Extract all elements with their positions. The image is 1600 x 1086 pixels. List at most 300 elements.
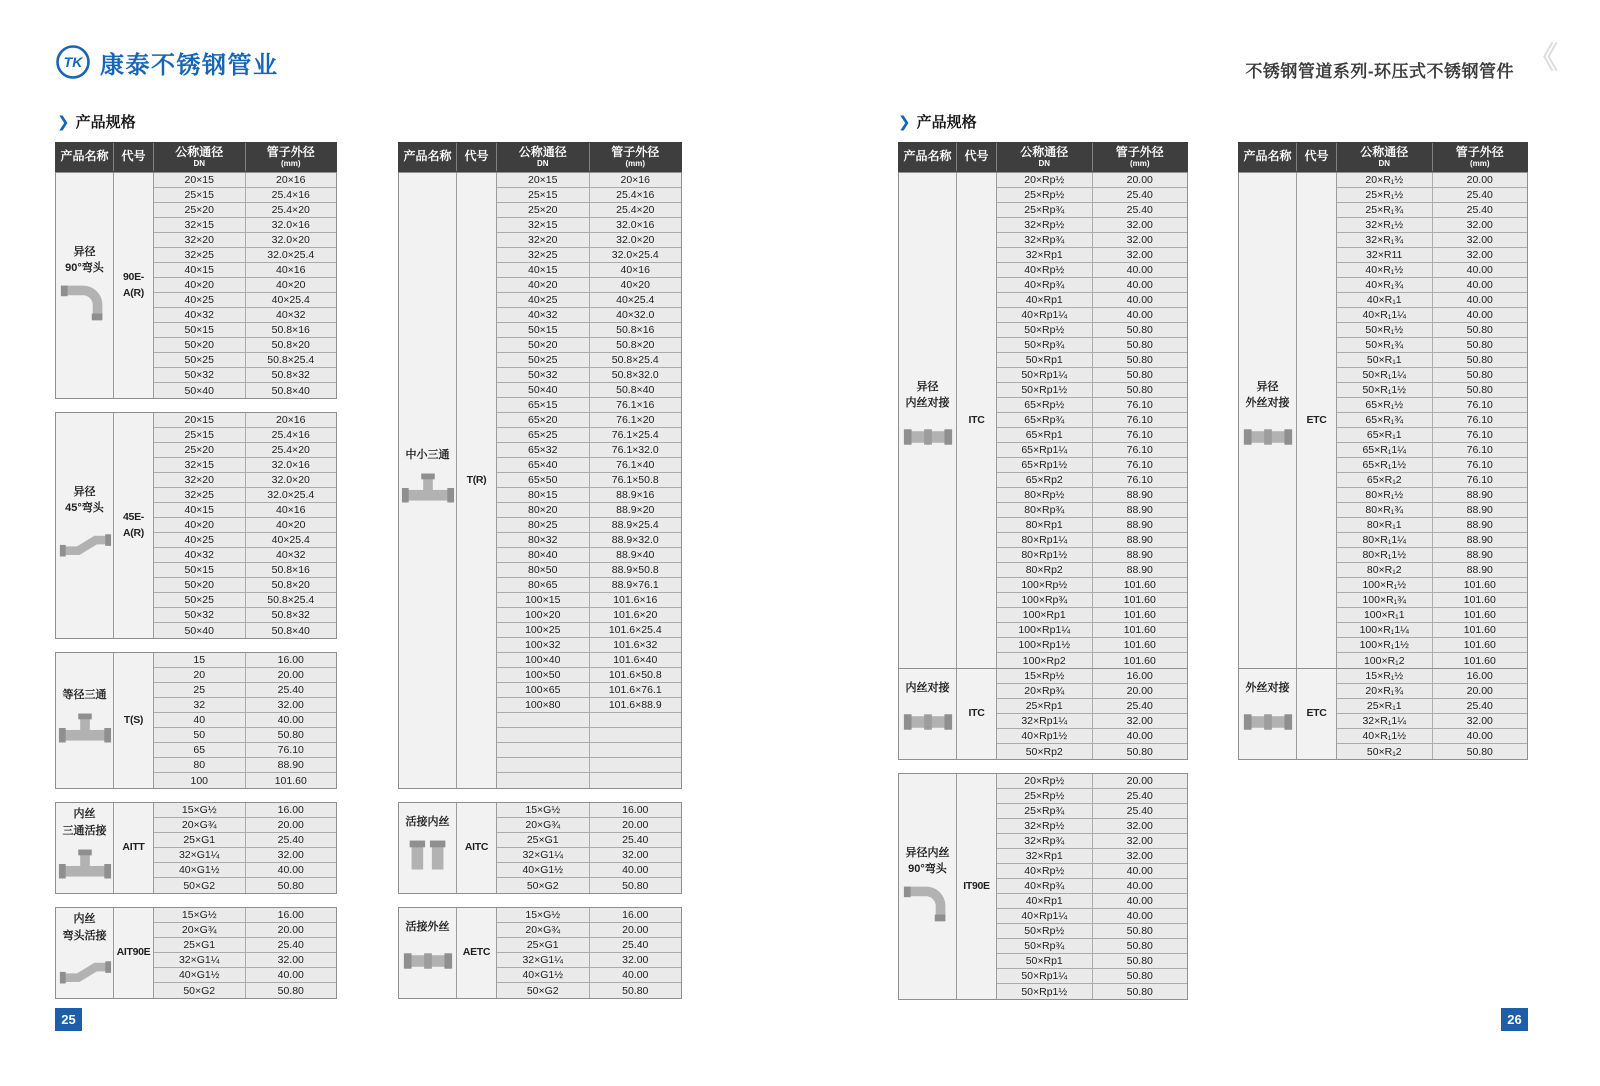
product-code: ETC xyxy=(1306,707,1327,720)
product-code: AITC xyxy=(464,841,489,854)
dn-cell: 50×40 xyxy=(154,623,245,638)
od-cell: 50.80 xyxy=(1432,368,1528,382)
svg-text:TK: TK xyxy=(63,54,83,70)
product-code-cell xyxy=(457,173,497,788)
dn-cell: 50×G2 xyxy=(497,878,589,893)
od-cell: 101.6×40 xyxy=(589,653,682,667)
table-row xyxy=(154,368,336,383)
product-photo-coupling xyxy=(1240,416,1296,463)
product-name: 异径内丝 xyxy=(905,846,950,859)
spec-table xyxy=(55,172,337,399)
dn-cell: 25×Rp1 xyxy=(997,699,1092,713)
table-row xyxy=(497,173,681,188)
table-row xyxy=(154,188,336,203)
table-row xyxy=(997,954,1187,969)
dn-cell: 50×R₁¾ xyxy=(1337,338,1432,352)
od-cell: 50.80 xyxy=(1092,368,1188,382)
table-row xyxy=(154,773,336,788)
dn-cell: 80×Rp¾ xyxy=(997,503,1092,517)
table-row xyxy=(497,353,681,368)
dn-cell: 25 xyxy=(154,683,245,697)
od-cell: 40.00 xyxy=(1432,308,1528,322)
table-row xyxy=(1337,533,1527,548)
od-cell: 40.00 xyxy=(245,968,337,982)
dn-cell: 80×25 xyxy=(497,518,589,532)
dn-cell: 50×20 xyxy=(154,338,245,352)
table-row xyxy=(997,173,1187,188)
od-cell: 32.00 xyxy=(1092,834,1188,848)
table-row xyxy=(997,338,1187,353)
od-cell: 88.9×20 xyxy=(589,503,682,517)
table-row xyxy=(1337,518,1527,533)
dn-cell: 25×Rp½ xyxy=(997,188,1092,202)
od-cell: 50.80 xyxy=(245,983,337,998)
dn-cell: 65×Rp1½ xyxy=(997,458,1092,472)
dn-cell: 32×25 xyxy=(154,488,245,502)
od-cell: 32.0×16 xyxy=(245,458,337,472)
product-name: 异径 xyxy=(1256,380,1279,393)
od-cell: 88.90 xyxy=(1092,533,1188,547)
table-row xyxy=(1337,338,1527,353)
dn-cell: 32×G1¼ xyxy=(497,953,589,967)
od-cell: 20×16 xyxy=(245,413,337,427)
od-cell: 32.0×25.4 xyxy=(589,248,682,262)
table-row xyxy=(1337,593,1527,608)
od-cell: 40.00 xyxy=(1092,729,1188,743)
dn-cell: 32×R₁¾ xyxy=(1337,233,1432,247)
table-row xyxy=(997,894,1187,909)
od-cell: 50.8×32.0 xyxy=(589,368,682,382)
table-section xyxy=(56,803,336,893)
od-cell: 20.00 xyxy=(1092,684,1188,698)
table-row xyxy=(997,383,1187,398)
dn-cell: 80×Rp1¼ xyxy=(997,533,1092,547)
page-number-right: 26 xyxy=(1501,1008,1528,1031)
table-row xyxy=(154,833,336,848)
dn-cell: 65×R₁1¼ xyxy=(1337,443,1432,457)
od-cell: 76.1×50.8 xyxy=(589,473,682,487)
table-boxes xyxy=(898,172,1188,1000)
od-cell: 32.00 xyxy=(1432,248,1528,262)
dn-cell: 40×Rp¾ xyxy=(997,879,1092,893)
dn-cell: 32×G1¼ xyxy=(154,953,245,967)
dn-cell: 50×Rp1 xyxy=(997,954,1092,968)
od-cell: 32.00 xyxy=(1092,233,1188,247)
table-row xyxy=(1337,398,1527,413)
od-cell: 50.8×16 xyxy=(245,563,337,577)
dn-cell: 100×40 xyxy=(497,653,589,667)
table-row xyxy=(154,338,336,353)
dn-cell: 40×G1½ xyxy=(497,863,589,877)
dn-cell: 20×Rp½ xyxy=(997,173,1092,187)
dn-cell: 32×R₁½ xyxy=(1337,218,1432,232)
od-cell: 40×16 xyxy=(245,263,337,277)
table-row xyxy=(154,743,336,758)
dn-cell: 40×Rp½ xyxy=(997,864,1092,878)
header-product: 产品名称 xyxy=(399,143,457,171)
table-row xyxy=(997,669,1187,684)
table-row xyxy=(154,428,336,443)
table-row xyxy=(1337,233,1527,248)
table-row xyxy=(497,758,681,773)
spec-table xyxy=(55,652,337,789)
table-rows xyxy=(997,774,1187,999)
table-row xyxy=(497,938,681,953)
table-row xyxy=(497,908,681,923)
table-row xyxy=(154,938,336,953)
od-cell: 50.80 xyxy=(1432,353,1528,367)
od-cell: 101.60 xyxy=(1432,653,1528,668)
table-rows xyxy=(497,173,681,788)
table-rows xyxy=(154,173,336,398)
product-name: 等径三通 xyxy=(62,688,107,701)
table-rows xyxy=(1337,173,1527,668)
table-row xyxy=(154,983,336,998)
dn-cell: 100×R₁½ xyxy=(1337,578,1432,592)
od-cell: 20.00 xyxy=(245,668,337,682)
table-row xyxy=(997,518,1187,533)
product-code-cell xyxy=(1297,669,1337,759)
od-cell: 101.6×16 xyxy=(589,593,682,607)
od-cell: 50.80 xyxy=(1092,969,1188,983)
product-name: 内丝 xyxy=(73,913,96,925)
page-number-left: 25 xyxy=(55,1008,82,1031)
od-cell: 20.00 xyxy=(1092,774,1188,788)
od-cell: 32.00 xyxy=(245,848,337,862)
section-title-text: 产品规格 xyxy=(75,114,136,131)
od-cell: 32.00 xyxy=(245,953,337,967)
product-name-cell xyxy=(899,774,957,999)
dn-cell: 25×R₁½ xyxy=(1337,188,1432,202)
dn-cell: 65×R₁½ xyxy=(1337,398,1432,412)
table-row xyxy=(497,713,681,728)
table-row xyxy=(1337,578,1527,593)
dn-cell: 40×R₁1¼ xyxy=(1337,308,1432,322)
od-cell: 88.9×25.4 xyxy=(589,518,682,532)
od-cell: 32.0×25.4 xyxy=(245,488,337,502)
header-code: 代号 xyxy=(457,143,497,171)
dn-cell: 25×20 xyxy=(154,443,245,457)
table-group-3 xyxy=(898,142,1188,1000)
dn-cell: 40×Rp½ xyxy=(997,263,1092,277)
table-row xyxy=(154,293,336,308)
dn-cell: 50×Rp1¼ xyxy=(997,368,1092,382)
spec-table xyxy=(55,412,337,639)
od-cell: 101.60 xyxy=(1092,623,1188,637)
dn-cell: 65×20 xyxy=(497,413,589,427)
dn-cell: 25×20 xyxy=(497,203,589,217)
dn-cell: 25×15 xyxy=(154,188,245,202)
product-code-cell xyxy=(114,653,154,788)
dn-cell: 50×15 xyxy=(154,563,245,577)
table-row xyxy=(154,908,336,923)
dn-cell: 50×R₁1¼ xyxy=(1337,368,1432,382)
table-row xyxy=(997,413,1187,428)
table-row xyxy=(997,368,1187,383)
od-cell: 32.00 xyxy=(1092,819,1188,833)
od-cell: 25.40 xyxy=(1092,203,1188,217)
od-cell: 25.40 xyxy=(1092,699,1188,713)
dn-cell: 40×G1½ xyxy=(497,968,589,982)
dn-cell: 25×15 xyxy=(154,428,245,442)
table-row xyxy=(997,879,1187,894)
product-photo-coupling xyxy=(1240,701,1296,748)
table-row xyxy=(997,203,1187,218)
od-cell: 40×32.0 xyxy=(589,308,682,322)
od-cell: 25.4×16 xyxy=(245,188,337,202)
spec-table xyxy=(898,172,1188,760)
dn-cell: 15×G½ xyxy=(497,803,589,817)
od-cell: 32.00 xyxy=(245,698,337,712)
table-row xyxy=(997,488,1187,503)
table-row xyxy=(1337,248,1527,263)
dn-cell: 32×15 xyxy=(497,218,589,232)
product-name: 弯头活接 xyxy=(62,929,107,942)
section-arrow-icon: ❯ xyxy=(57,113,70,131)
od-cell: 32.00 xyxy=(1092,218,1188,232)
product-name-cell xyxy=(1239,669,1297,759)
product-code-cell xyxy=(114,413,154,638)
dn-cell: 80×20 xyxy=(497,503,589,517)
dn-cell: 50×15 xyxy=(497,323,589,337)
table-row xyxy=(154,953,336,968)
table-row xyxy=(997,248,1187,263)
table-row xyxy=(1337,293,1527,308)
dn-cell: 20×R₁½ xyxy=(1337,173,1432,187)
od-cell: 76.1×32.0 xyxy=(589,443,682,457)
table-row xyxy=(1337,203,1527,218)
dn-cell: 40×R₁½ xyxy=(1337,263,1432,277)
dn-cell: 80×Rp1½ xyxy=(997,548,1092,562)
dn-cell: 25×G1 xyxy=(154,938,245,952)
od-cell: 40.00 xyxy=(1092,909,1188,923)
dn-cell: 32×25 xyxy=(497,248,589,262)
series-title: 不锈钢管道系列-环压式不锈钢管件 xyxy=(1245,62,1514,81)
dn-cell: 32×20 xyxy=(497,233,589,247)
od-cell: 20×16 xyxy=(245,173,337,187)
table-row xyxy=(997,578,1187,593)
dn-cell: 100×R₁2 xyxy=(1337,653,1432,668)
dn-cell: 15×G½ xyxy=(497,908,589,922)
table-row xyxy=(1337,503,1527,518)
od-cell: 25.4×20 xyxy=(245,443,337,457)
product-name: 异径 xyxy=(73,485,96,498)
table-row xyxy=(154,848,336,863)
dn-cell: 65×R₁¾ xyxy=(1337,413,1432,427)
table-row xyxy=(497,218,681,233)
header-od: 管子外径 (mm) xyxy=(1115,144,1164,169)
dn-cell: 100×50 xyxy=(497,668,589,682)
od-cell: 88.9×40 xyxy=(589,548,682,562)
table-row xyxy=(497,413,681,428)
table-row xyxy=(154,563,336,578)
table-row xyxy=(154,863,336,878)
dn-cell: 50×Rp½ xyxy=(997,323,1092,337)
dn-cell: 25×Rp¾ xyxy=(997,203,1092,217)
table-row xyxy=(1337,308,1527,323)
table-rows xyxy=(497,803,681,893)
dn-cell: 40×R₁¾ xyxy=(1337,278,1432,292)
dn-cell: 65×50 xyxy=(497,473,589,487)
table-row xyxy=(497,488,681,503)
od-cell: 32.0×25.4 xyxy=(245,248,337,262)
od-cell: 88.90 xyxy=(1432,533,1528,547)
table-row xyxy=(997,623,1187,638)
product-name-cell xyxy=(56,803,114,893)
product-photo-tee xyxy=(57,843,113,890)
table-row xyxy=(497,848,681,863)
table-row xyxy=(154,308,336,323)
dn-cell: 50×32 xyxy=(154,608,245,622)
dn-cell: 25×R₁¾ xyxy=(1337,203,1432,217)
od-cell: 88.90 xyxy=(245,758,337,772)
od-cell: 76.10 xyxy=(1092,398,1188,412)
dn-cell: 32×G1¼ xyxy=(497,848,589,862)
dn-cell: 65×32 xyxy=(497,443,589,457)
od-cell: 50.8×20 xyxy=(589,338,682,352)
product-photo-elbow90 xyxy=(57,281,113,328)
table-row xyxy=(497,278,681,293)
table-row xyxy=(997,308,1187,323)
od-cell: 32.00 xyxy=(1432,714,1528,728)
dn-cell: 100×Rp1 xyxy=(997,608,1092,622)
table-row xyxy=(497,728,681,743)
dn-cell: 40×15 xyxy=(154,503,245,517)
table-row xyxy=(154,323,336,338)
product-code: ITC xyxy=(968,707,985,720)
header-product: 产品名称 xyxy=(1239,143,1297,171)
dn-cell: 40×R₁1½ xyxy=(1337,729,1432,743)
table-row xyxy=(154,923,336,938)
dn-cell: 40×20 xyxy=(154,518,245,532)
table-header xyxy=(898,142,1188,172)
dn-cell: 80×65 xyxy=(497,578,589,592)
od-cell: 40.00 xyxy=(1432,278,1528,292)
table-section xyxy=(1239,668,1527,759)
table-row xyxy=(497,548,681,563)
dn-cell: 100×15 xyxy=(497,593,589,607)
table-row xyxy=(1337,699,1527,714)
table-row xyxy=(1337,714,1527,729)
od-cell: 88.90 xyxy=(1432,548,1528,562)
product-name-cell xyxy=(899,173,957,668)
dn-cell: 15 xyxy=(154,653,245,667)
od-cell: 101.6×88.9 xyxy=(589,698,682,712)
table-row xyxy=(154,488,336,503)
table-row xyxy=(497,458,681,473)
table-row xyxy=(154,278,336,293)
table-row xyxy=(497,563,681,578)
table-row xyxy=(1337,729,1527,744)
table-row xyxy=(997,608,1187,623)
od-cell: 25.4×20 xyxy=(245,203,337,217)
od-cell: 76.10 xyxy=(1432,398,1528,412)
table-rows xyxy=(1337,669,1527,759)
dn-cell: 25×G1 xyxy=(497,833,589,847)
table-row xyxy=(154,578,336,593)
table-rows xyxy=(997,669,1187,759)
od-cell: 76.1×25.4 xyxy=(589,428,682,442)
dn-cell: 100×Rp1¼ xyxy=(997,623,1092,637)
section-arrow-icon: ❯ xyxy=(898,113,911,131)
od-cell: 16.00 xyxy=(245,653,337,667)
od-cell: 40×20 xyxy=(245,518,337,532)
product-code: A(R) xyxy=(123,286,144,299)
table-row xyxy=(497,203,681,218)
dn-cell: 32×Rp1 xyxy=(997,248,1092,262)
product-code: A(R) xyxy=(123,526,144,539)
dn-cell: 50×32 xyxy=(497,368,589,382)
header-od: 管子外径 (mm) xyxy=(1455,144,1504,169)
od-cell: 16.00 xyxy=(589,908,682,922)
dn-cell: 50×G2 xyxy=(154,878,245,893)
od-cell: 101.60 xyxy=(1092,608,1188,622)
product-code: IT90E xyxy=(963,879,990,892)
product-code-cell xyxy=(957,774,997,999)
table-row xyxy=(154,173,336,188)
product-name: 中小三通 xyxy=(405,448,450,461)
table-row xyxy=(1337,608,1527,623)
table-row xyxy=(997,984,1187,999)
od-cell: 25.4×16 xyxy=(245,428,337,442)
dn-cell: 32×Rp½ xyxy=(997,819,1092,833)
od-cell: 101.60 xyxy=(1432,623,1528,637)
table-section xyxy=(399,173,681,788)
od-cell: 50.80 xyxy=(1092,323,1188,337)
dn-cell: 25×R₁1 xyxy=(1337,699,1432,713)
dn-cell xyxy=(497,773,589,788)
od-cell: 40.00 xyxy=(1092,879,1188,893)
od-cell: 32.00 xyxy=(1092,849,1188,863)
dn-cell: 32×Rp½ xyxy=(997,218,1092,232)
od-cell: 16.00 xyxy=(245,803,337,817)
table-row xyxy=(997,789,1187,804)
product-code: AETC xyxy=(462,946,491,959)
dn-cell: 40×32 xyxy=(497,308,589,322)
table-row xyxy=(1337,188,1527,203)
od-cell: 40×20 xyxy=(245,278,337,292)
dn-cell: 20×G¾ xyxy=(154,818,245,832)
od-cell: 32.0×20 xyxy=(245,473,337,487)
od-cell: 32.00 xyxy=(1092,248,1188,262)
corner-chevron-icon: 《 xyxy=(1528,42,1558,75)
product-name: 异径 xyxy=(73,245,96,258)
header-code: 代号 xyxy=(114,143,154,171)
table-row xyxy=(497,293,681,308)
od-cell: 50.80 xyxy=(1092,383,1188,397)
table-row xyxy=(154,758,336,773)
table-row xyxy=(497,773,681,788)
product-code-cell xyxy=(957,173,997,668)
od-cell: 101.60 xyxy=(1432,593,1528,607)
table-row xyxy=(497,518,681,533)
od-cell xyxy=(589,713,682,727)
table-row xyxy=(497,233,681,248)
spec-table xyxy=(898,773,1188,1000)
od-cell: 25.40 xyxy=(245,833,337,847)
od-cell: 40.00 xyxy=(1092,894,1188,908)
dn-cell: 80×R₁1½ xyxy=(1337,548,1432,562)
dn-cell xyxy=(497,743,589,757)
od-cell: 50.8×40 xyxy=(589,383,682,397)
product-code-cell xyxy=(457,803,497,893)
table-row xyxy=(997,849,1187,864)
table-row xyxy=(154,533,336,548)
table-row xyxy=(154,458,336,473)
dn-cell: 80×32 xyxy=(497,533,589,547)
table-row xyxy=(997,353,1187,368)
table-rows xyxy=(154,908,336,998)
